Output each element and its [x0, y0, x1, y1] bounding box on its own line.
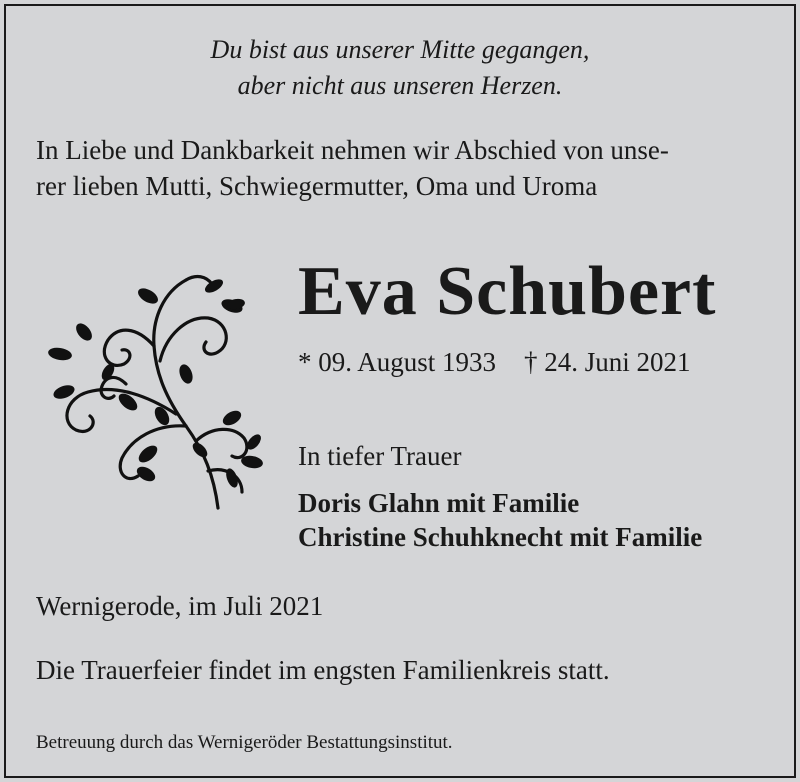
bereaved-family [298, 486, 702, 554]
obituary-notice [4, 4, 796, 778]
intro-text [36, 132, 669, 204]
death-date: † 24. Juni 2021 [524, 347, 691, 377]
deceased-name: Eva Schubert [298, 253, 717, 330]
undertaker-note: Betreuung durch das Wernigeröder Bestattungsinstitut. [36, 732, 453, 753]
service-note: Die Trauerfeier findet im engsten Familienkreis statt. [36, 655, 610, 685]
intro-line-1: In Liebe und Dankbarkeit nehmen wir Abschied von unse- [36, 135, 669, 165]
memorial-quote [6, 32, 794, 104]
quote-line-1: Du bist aus unserer Mitte gegangen, [210, 35, 590, 64]
place-date: Wernigerode, im Juli 2021 [36, 591, 324, 621]
birth-date: * 09. August 1933 [298, 347, 497, 377]
mourning-label: In tiefer Trauer [298, 441, 462, 471]
family-line-2: Christine Schuhknecht mit Familie [298, 522, 703, 552]
intro-line-2: rer lieben Mutti, Schwiegermutter, Oma und Uroma [36, 171, 598, 201]
life-dates [298, 344, 691, 380]
family-line-1: Doris Glahn mit Familie [298, 488, 580, 518]
quote-line-2: aber nicht aus unseren Herzen. [237, 71, 563, 100]
floral-branch-icon [36, 266, 276, 516]
